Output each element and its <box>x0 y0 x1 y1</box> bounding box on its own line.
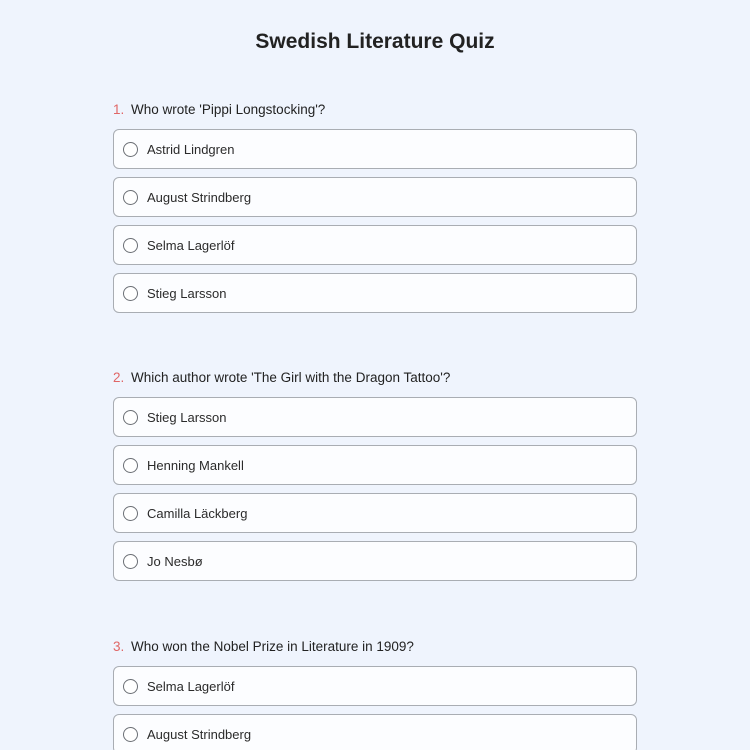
radio-button-icon[interactable] <box>123 238 138 253</box>
question-number: 1. <box>113 102 125 117</box>
question-2 <box>113 368 637 589</box>
answer-option-label: Selma Lagerlöf <box>147 237 235 253</box>
answer-option[interactable] <box>113 397 637 437</box>
answer-option[interactable] <box>113 493 637 533</box>
question-text: Which author wrote 'The Girl with the Dragon Tattoo'? <box>131 370 451 385</box>
page-title: Swedish Literature Quiz <box>255 30 495 53</box>
question-3 <box>113 637 637 750</box>
radio-button-icon[interactable] <box>123 286 138 301</box>
answer-option-label: Camilla Läckberg <box>147 505 248 521</box>
question-heading <box>113 637 637 657</box>
answer-option[interactable] <box>113 225 637 265</box>
radio-button-icon[interactable] <box>123 554 138 569</box>
answer-option[interactable] <box>113 541 637 581</box>
radio-button-icon[interactable] <box>123 727 138 742</box>
answer-option[interactable] <box>113 129 637 169</box>
question-text: Who wrote 'Pippi Longstocking'? <box>131 102 326 117</box>
radio-button-icon[interactable] <box>123 679 138 694</box>
answer-option[interactable] <box>113 714 637 750</box>
answer-option-label: Henning Mankell <box>147 457 244 473</box>
answer-option-label: Stieg Larsson <box>147 285 227 301</box>
answer-option-label: August Strindberg <box>147 726 252 742</box>
answer-option-label: August Strindberg <box>147 189 252 205</box>
answer-option[interactable] <box>113 666 637 706</box>
radio-button-icon[interactable] <box>123 506 138 521</box>
answer-option-label: Stieg Larsson <box>147 409 227 425</box>
answer-option-label: Selma Lagerlöf <box>147 678 235 694</box>
question-text: Who won the Nobel Prize in Literature in 1909? <box>131 639 414 654</box>
question-heading <box>113 368 637 388</box>
answer-option-label: Jo Nesbø <box>147 553 203 569</box>
answer-option[interactable] <box>113 273 637 313</box>
answer-option-label: Astrid Lindgren <box>147 141 235 157</box>
answer-option[interactable] <box>113 445 637 485</box>
radio-button-icon[interactable] <box>123 142 138 157</box>
radio-button-icon[interactable] <box>123 458 138 473</box>
question-heading <box>113 100 637 120</box>
question-number: 3. <box>113 639 125 654</box>
question-1 <box>113 100 637 321</box>
radio-button-icon[interactable] <box>123 410 138 425</box>
question-number: 2. <box>113 370 125 385</box>
radio-button-icon[interactable] <box>123 190 138 205</box>
answer-option[interactable] <box>113 177 637 217</box>
